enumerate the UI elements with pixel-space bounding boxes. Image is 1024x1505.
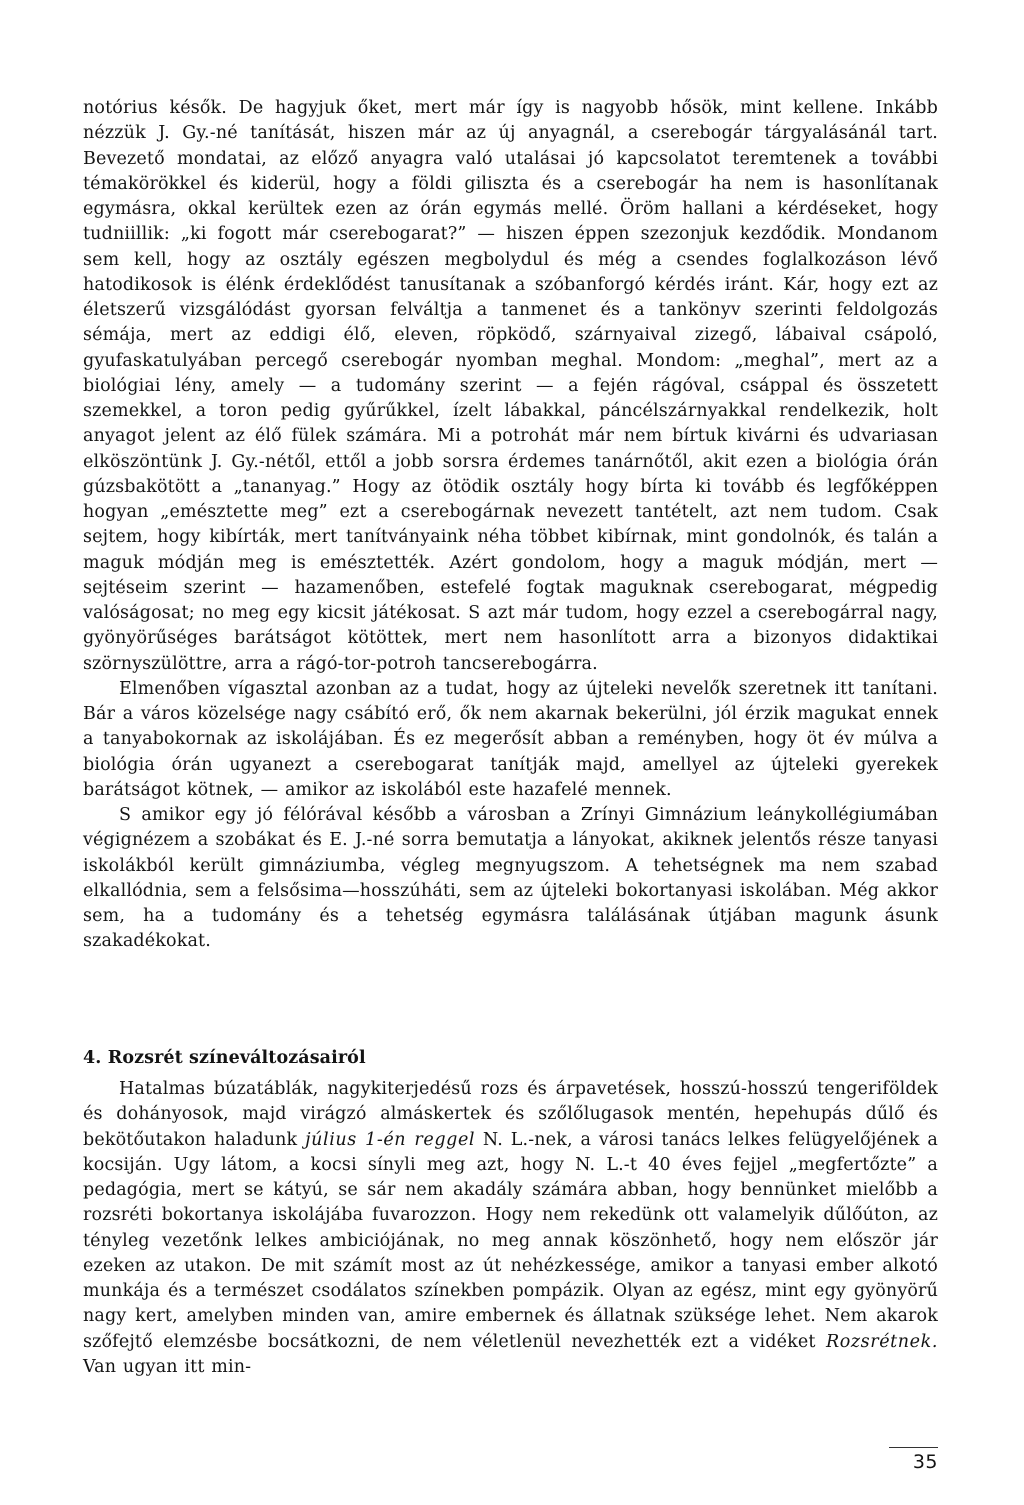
body-text-part2 [83,1077,938,1380]
text-run: Hatalmas búzatáblák, nagykiterjedésű rozs és árpavetések, hosszú-hosszú tengeriföldek és dohányosok, majd virágzó almáskertek és szőlőlugasok mentén, hepehupás dűlő és bekötőutakon haladunk [83,1079,938,1150]
section-number: 4. [83,1048,102,1068]
paragraph: Elmenőben vígasztal azonban az a tudat, hogy az újteleki nevelők szeretnek itt tanítani. Bár a város közelsége nagy csábító erő, ők nem akarnak bekerülni, jól érzik magukat ennek a tanyabokornak az iskolájában. És ez megerősít abban a reményben, hogy öt év múlva a biológia órán ugyanezt a cserebogarat tanítják majd, amellyel az újteleki gyerekek barátságot kötnek, — amikor az iskolából este hazafelé mennek. [83,678,938,800]
section-title: Rozsrét színeváltozásairól [107,1048,366,1068]
body-text-part1 [83,96,938,955]
text-run: Van ugyan itt min- [83,1356,252,1377]
italic-date: július 1-én reggel [305,1129,476,1150]
paragraph: notórius késők. De hagyjuk őket, mert már így is nagyobb hősök, mint kellene. Inkább nézzük J. Gy.-né tanítását, hiszen már az új anyagnál, a cserebogár tárgyalásánál tart. Bevezető mondatai, az előző anyagra való utalásai jó kapcsolatot teremtenek a további témakörökkel és kiderül, hogy a földi giliszta és a cserebogár ha nem is hasonlítanak egymásra, okkal kerültek ezen az órán egymás mellé. Öröm hallani a kérdéseket, hogy tudniillik: „ki fogott már cserebogarat?” — hiszen éppen szezonjuk kezdődik. Mondanom sem kell, hogy az osztály egészen megbolydul és még a csendes foglalkozáson lévő hatodikosok is élénk érdeklődést tanusítanak a szóbanforgó kérdés iránt. Kár, hogy ezt az életszerű vizsgálódást gyorsan felváltja a tanmenet és a tankönyv szerinti feldolgozás sémája, mert az eddigi élő, eleven, röpködő, szárnyaival zizegő, lábaival csápoló, gyufaskatulyában percegő cserebogár nyomban meghal. Mondom: „meghal”, mert az a biológiai lény, amely — a tudomány szerint — a fején rágóval, csáppal és összetett szemekkel, a toron pedig gyűrűkkel, ízelt lábakkal, páncélszárnyakkal rendelkezik, holt anyagot jelent az élő fülek számára. Mi a potrohát már nem bírtuk kivárni és udvariasan elköszöntünk J. Gy.-nétől, ettől a jobb sorsra érdemes tanárnőtől, akit ezen a biológia órán gúzsbakötött a „tananyag.” Hogy az ötödik osztály hogy bírta ki tovább és legfőképpen hogyan „emésztette meg” ezt a cserebogárnak nevezett tantételt, azt nem tudom. Csak sejtem, hogy kibírták, mert tanítványaink néha többet kibírnak, mint gondolnók, és talán a maguk módján meg is emésztették. Azért gondolom, hogy a maguk módján, mert — sejtéseim szerint — hazamenőben, estefelé fogtak maguknak cserebogarat, mégpedig valóságosat; no meg egy kicsit játékosat. S azt már tudom, hogy ezzel a cserebogárral nagy, gyönyörűséges barátságot kötöttek, mert nem hasonlított arra a bizonyos didaktikai szörnyszülöttre, arra a rágó-tor-potroh tancserebogárra. [83,98,938,674]
paragraph [83,1077,938,1380]
text-run: N. L.-nek, a városi tanács lelkes felügyelőjének a kocsiján. Ugy látom, a kocsi sínyli meg azt, hogy N. L.-t 40 éves fejjel „megfertőzte” a pedagógia, mert se kátyú, se sár nem akadály számára abban, hogy bennünket mielőbb a rozsréti bokortanya iskolájába fuvarozzon. Hogy nem rekedünk ott valamelyik dűlőúton, az tényleg vezetőnk lelkes ambiciójának, no meg annak köszönhető, hogy nem először jár ezeken az utakon. De mit számít most az út nehézkessége, amikor a tanyasi ember alkotó munkája és a természet csodálatos színekben pompázik. Olyan az egész, mint egy gyönyörű nagy kert, amelyben minden van, amire embernek és állatnak szüksége lehet. Nem akarok szőfejtő elemzésbe bocsátkozni, de nem véletlenül nevezhették ezt a vidéket [83,1129,938,1352]
page-number: 35 [912,1451,938,1473]
footer-rule [889,1447,938,1448]
italic-place-name: Rozsrétnek. [825,1331,938,1352]
section-heading [83,1048,366,1068]
paragraph: S amikor egy jó félórával később a városban a Zrínyi Gimnázium leánykollégiumában végignézem a szobákat és E. J.-né sorra bemutatja a lányokat, akiknek jelentős része tanyasi iskolákból került gimnáziumba, végleg megnyugszom. A tehetségnek ma nem szabad elkallódnia, sem a felsősima—hosszúháti, sem az újteleki bokortanyasi iskolában. Még akkor sem, ha a tudomány és a tehetség egymásra találásának útjában magunk ásunk szakadékokat. [83,805,938,952]
